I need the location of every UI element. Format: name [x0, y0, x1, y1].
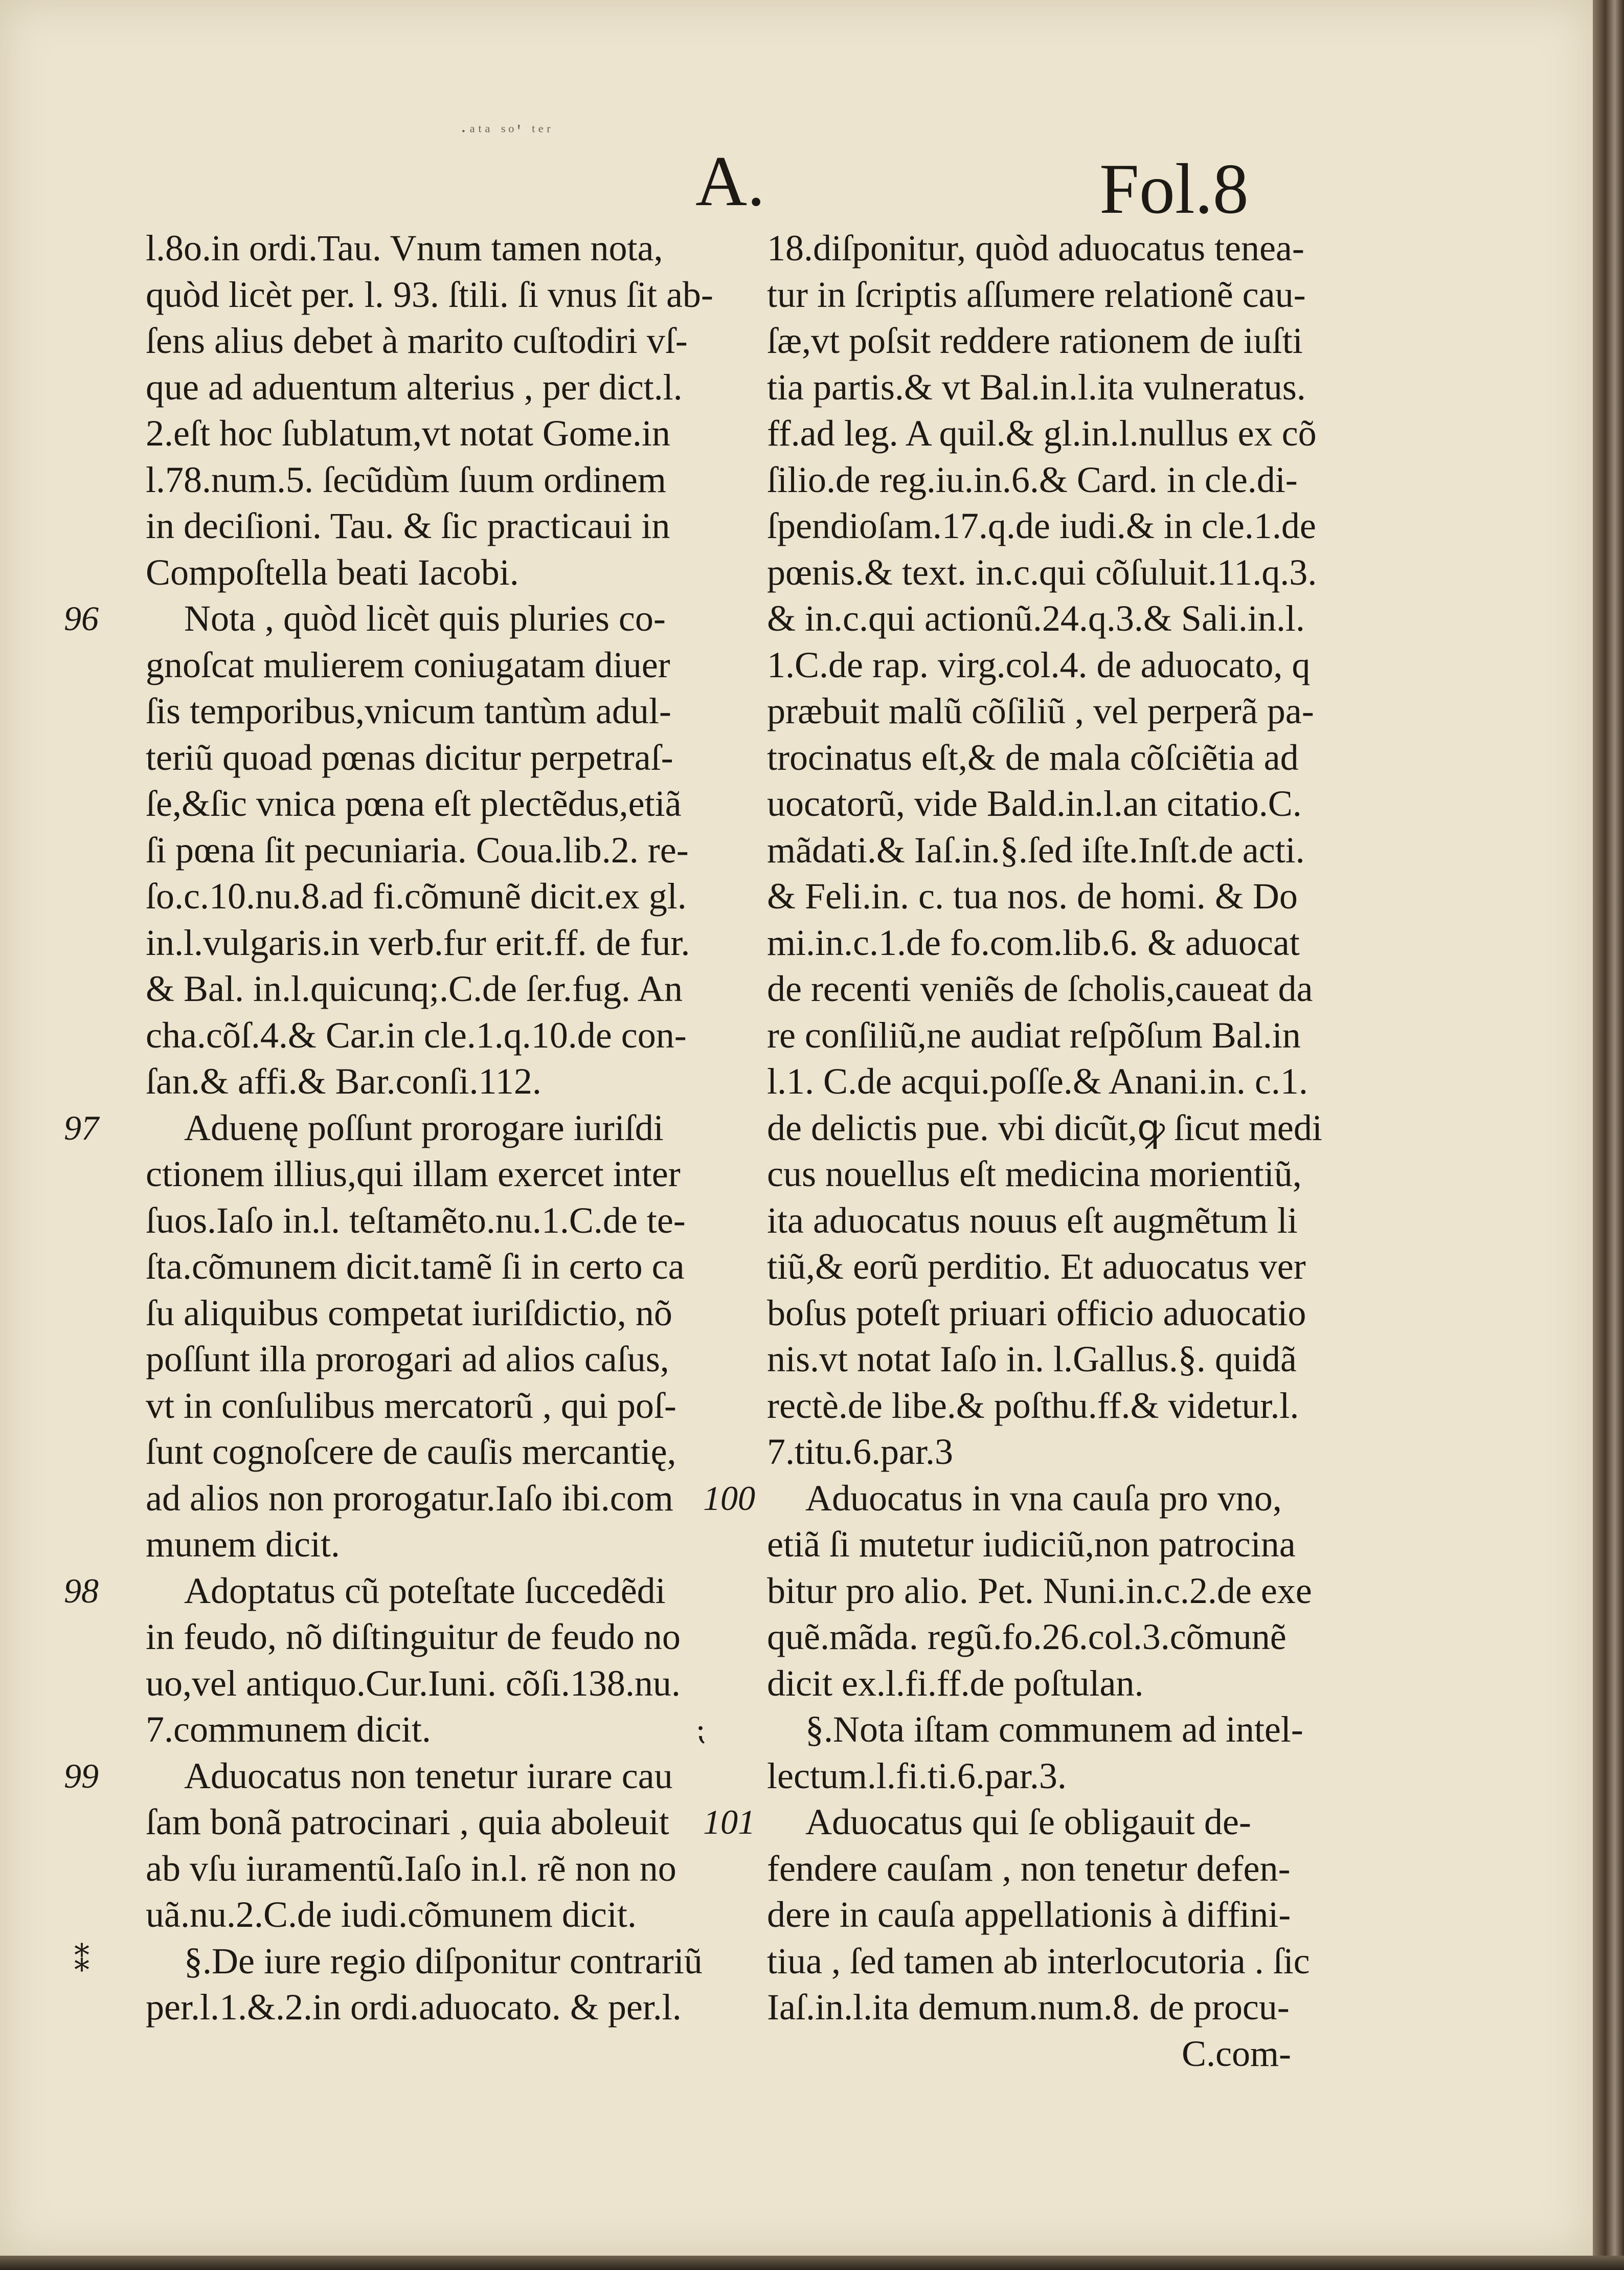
line-text: ſpendioſam.17.q.de iudi.& in cle.1.de — [767, 505, 1316, 546]
text-line — [767, 225, 1340, 272]
text-line — [64, 1105, 708, 1151]
line-text: 2.eſt hoc ſublatum,vt notat Gome.in — [146, 413, 670, 454]
line-text: Adoptatus cũ poteſtate ſuccedẽdi — [184, 1570, 666, 1611]
text-line — [146, 1706, 708, 1753]
line-text: bitur pro alio. Pet. Nuni.in.c.2.de exe — [767, 1570, 1312, 1611]
line-text: 18.diſponitur, quòd aduocatus tenea- — [767, 228, 1304, 269]
line-text: cus nouellus eſt medicina morientiũ, — [767, 1153, 1302, 1194]
text-line — [146, 1197, 708, 1244]
line-text: l.8o.in ordi.Tau. Vnum tamen nota, — [146, 228, 663, 269]
text-line — [767, 827, 1340, 874]
line-text: trocinatus eſt,& de mala cõſciẽtia ad — [767, 737, 1299, 778]
text-line — [695, 1706, 1340, 1753]
line-text: tiũ,& eorũ perditio. Et aduocatus ver — [767, 1246, 1306, 1287]
line-text: 7.communem dicit. — [146, 1709, 431, 1750]
line-text: præbuit malũ cõſiliũ , vel perperã pa- — [767, 691, 1314, 731]
line-text: gnoſcat mulierem coniugatam diuer — [146, 644, 670, 685]
text-line — [767, 272, 1340, 318]
line-text: ſunt cognoſcere de cauſis mercantię, — [146, 1431, 676, 1472]
text-line — [767, 1429, 1340, 1475]
line-text: cha.cõſ.4.& Car.in cle.1.q.10.de con- — [146, 1014, 687, 1056]
line-text: 7.titu.6.par.3 — [767, 1431, 953, 1472]
line-text: de delictis pue. vbi dicũt,ꝙ ſicut medi — [767, 1107, 1322, 1148]
line-text: & in.c.qui actionũ.24.q.3.& Sali.in.l. — [767, 598, 1305, 639]
line-text: ff.ad leg. A quil.& gl.in.l.nullus ex cõ — [767, 413, 1317, 454]
text-line — [767, 457, 1340, 503]
text-line — [767, 1660, 1340, 1707]
line-text: per.l.1.&.2.in ordi.aduocato. & per.l. — [146, 1987, 682, 2028]
line-text: Iaſ.in.l.ita demum.num.8. de procu- — [767, 1987, 1290, 2028]
text-line — [146, 781, 708, 827]
right-text-column — [695, 225, 1340, 2077]
line-text: ſilio.de reg.iu.in.6.& Card. in cle.di- — [767, 459, 1298, 500]
line-text: in.l.vulgaris.in verb.fur erit.ff. de fur. — [146, 922, 690, 963]
paragraph-number: 97 — [64, 1108, 99, 1147]
text-line — [767, 1984, 1340, 2031]
section-mark: ⁏ — [695, 1712, 706, 1746]
text-line — [146, 827, 708, 874]
text-line — [703, 1475, 1340, 1522]
text-line — [146, 410, 708, 457]
stray-ink-mark: ·ᵃᵗᵃ ˢᵒ' ᵗᵉʳ — [460, 121, 554, 142]
line-text: tia partis.& vt Bal.in.l.ita vulneratus. — [767, 366, 1306, 408]
text-line — [767, 1058, 1340, 1105]
line-text: uocatorũ, vide Bald.in.l.an citatio.C. — [767, 783, 1302, 824]
text-line — [146, 966, 708, 1012]
line-text: dere in cauſa appellationis à diffini- — [767, 1894, 1291, 1935]
text-line — [767, 1521, 1340, 1568]
text-line — [767, 1105, 1340, 1151]
line-text: ctionem illius,qui illam exercet inter — [146, 1153, 681, 1194]
text-line — [74, 1938, 708, 1985]
text-line — [767, 1336, 1340, 1383]
line-text: ſe,&ſic vnica pœna eſt plectẽdus,etiã — [146, 783, 682, 824]
line-text: ſan.& affi.& Bar.conſi.112. — [146, 1061, 542, 1102]
line-text: Aduocatus in vna cauſa pro vno, — [805, 1477, 1282, 1519]
catchword — [767, 2031, 1340, 2077]
text-line — [767, 503, 1340, 549]
text-line — [146, 225, 708, 272]
line-text: ſo.c.10.nu.8.ad fi.cõmunẽ dicit.ex gl. — [146, 876, 687, 917]
line-text: ſam bonã patrocinari , quia aboleuit — [146, 1801, 669, 1842]
line-text: vt in conſulibus mercatorũ , qui poſ- — [146, 1385, 676, 1426]
line-text: mãdati.& Iaſ.in.§.ſed iſte.Inſt.de acti. — [767, 829, 1305, 871]
line-text: uã.nu.2.C.de iudi.cõmunem dicit. — [146, 1894, 637, 1935]
text-line — [146, 1383, 708, 1429]
text-line — [146, 1058, 708, 1105]
text-line — [146, 873, 708, 920]
text-line — [767, 1845, 1340, 1892]
paragraph-number: 96 — [64, 599, 99, 638]
line-text: boſus poteſt priuari officio aduocatio — [767, 1292, 1306, 1333]
text-line — [146, 1290, 708, 1337]
line-text: ſens alius debet à marito cuſtodiri vſ- — [146, 320, 688, 361]
line-text: pœnis.& text. in.c.qui cõſuluit.11.q.3. — [767, 551, 1317, 593]
line-text: quòd licèt per. l. 93. ſtili. ſi vnus ſit ab- — [146, 274, 713, 315]
line-text: munem dicit. — [146, 1524, 340, 1565]
line-text: ſis temporibus,vnicum tantùm adul- — [146, 691, 671, 731]
text-line — [767, 595, 1340, 642]
text-line — [146, 1429, 708, 1475]
text-line — [767, 364, 1340, 411]
line-text: ad alios non prorogatur.Iaſo ibi.com — [146, 1477, 673, 1519]
line-text: ſuos.Iaſo in.l. teſtamẽto.nu.1.C.de te- — [146, 1199, 686, 1241]
text-line — [767, 920, 1340, 966]
text-line — [146, 503, 708, 549]
text-line — [767, 1938, 1340, 1985]
section-mark: ⁑ — [74, 1944, 89, 1978]
running-header-letter: A. — [695, 142, 765, 221]
text-line — [146, 1799, 708, 1845]
line-text: ita aduocatus nouus eſt augmẽtum li — [767, 1199, 1298, 1241]
line-text: de recenti veniẽs de ſcholis,caueat da — [767, 968, 1313, 1009]
line-text: §.Nota iſtam communem ad intel- — [805, 1709, 1303, 1750]
paragraph-number: 100 — [703, 1478, 755, 1518]
text-line — [146, 735, 708, 781]
text-line — [146, 920, 708, 966]
left-text-column — [64, 225, 713, 2031]
text-line — [703, 1799, 1340, 1845]
line-text: ab vſu iuramentũ.Iaſo in.l. rẽ non no — [146, 1848, 676, 1889]
text-line — [64, 1568, 708, 1614]
line-text: tiua , ſed tamen ab interlocutoria . ſic — [767, 1940, 1310, 1982]
line-text: tur in ſcriptis aſſumere relationẽ cau- — [767, 274, 1306, 315]
text-line — [64, 595, 708, 642]
text-line — [767, 318, 1340, 364]
line-text: rectè.de libe.& poſthu.ff.& videtur.l. — [767, 1385, 1299, 1426]
line-text: & Bal. in.l.quicunq;.C.de ſer.fug. An — [146, 968, 683, 1009]
folio-number: Fol.8 — [1099, 149, 1249, 229]
line-text: Aduocatus non tenetur iurare cau — [184, 1755, 673, 1796]
line-text: Nota , quòd licèt quis pluries co- — [184, 598, 666, 639]
text-line — [767, 1012, 1340, 1059]
line-text: que ad aduentum alterius , per dict.l. — [146, 366, 683, 408]
text-line — [146, 272, 713, 318]
line-text: in deciſioni. Tau. & ſic practicaui in — [146, 505, 670, 546]
line-text: C.com- — [1182, 2033, 1291, 2074]
text-line — [767, 966, 1340, 1012]
line-text: dicit ex.l.fi.ff.de poſtulan. — [767, 1662, 1144, 1704]
line-text: ſta.cõmunem dicit.tamẽ ſi in certo ca — [146, 1246, 685, 1287]
text-line — [146, 1891, 708, 1938]
text-line — [767, 1568, 1340, 1614]
line-text: quẽ.mãda. regũ.fo.26.col.3.cõmunẽ — [767, 1616, 1287, 1657]
text-line — [767, 549, 1340, 596]
text-line — [767, 1243, 1340, 1290]
line-text: uo,vel antiquo.Cur.Iuni. cõſi.138.nu. — [146, 1662, 681, 1704]
text-line — [767, 1753, 1340, 1799]
line-text: ſu aliquibus competat iuriſdictio, nõ — [146, 1292, 672, 1333]
text-line — [767, 688, 1340, 735]
text-line — [146, 1475, 708, 1522]
line-text: nis.vt notat Iaſo in. l.Gallus.§. quidã — [767, 1339, 1297, 1379]
line-text: §.De iure regio diſponitur contrariũ — [184, 1940, 703, 1982]
text-line — [64, 1753, 708, 1799]
text-line — [767, 1891, 1340, 1938]
line-text: Compoſtella beati Iacobi. — [146, 551, 519, 593]
text-line — [146, 1521, 708, 1568]
line-text: in feudo, nõ diſtinguitur de feudo no — [146, 1616, 681, 1657]
line-text: ſæ,vt poſsit reddere rationem de iuſti — [767, 320, 1303, 361]
paragraph-number: 98 — [64, 1571, 99, 1610]
text-line — [767, 1151, 1340, 1197]
text-line — [146, 1012, 708, 1059]
text-line — [146, 1243, 708, 1290]
text-line — [146, 1845, 708, 1892]
text-line — [767, 873, 1340, 920]
line-text: mi.in.c.1.de fo.com.lib.6. & aduocat — [767, 922, 1300, 963]
text-line — [767, 410, 1340, 457]
text-line — [767, 735, 1340, 781]
text-line — [146, 1614, 708, 1660]
page-edge — [1593, 0, 1624, 2270]
text-line — [146, 457, 708, 503]
line-text: l.1. C.de acqui.poſſe.& Anani.in. c.1. — [767, 1061, 1308, 1102]
text-line — [146, 642, 708, 688]
text-line — [146, 1660, 708, 1707]
line-text: etiã ſi mutetur iudiciũ,non patrocina — [767, 1524, 1296, 1565]
line-text: re conſiliũ,ne audiat reſpõſum Bal.in — [767, 1014, 1301, 1056]
text-line — [146, 549, 708, 596]
text-line — [767, 1197, 1340, 1244]
line-text: & Feli.in. c. tua nos. de homi. & Do — [767, 876, 1298, 917]
line-text: 1.C.de rap. virg.col.4. de aduocato, q — [767, 644, 1311, 685]
text-line — [767, 1614, 1340, 1660]
text-line — [146, 1984, 708, 2031]
text-line — [146, 1151, 708, 1197]
text-line — [767, 1290, 1340, 1337]
line-text: teriũ quoad pœnas dicitur perpetraſ- — [146, 737, 673, 778]
line-text: Aduocatus qui ſe obligauit de- — [805, 1801, 1251, 1842]
line-text: ſi pœna ſit pecuniaria. Coua.lib.2. re- — [146, 829, 689, 871]
text-line — [146, 688, 708, 735]
text-line — [146, 1336, 708, 1383]
line-text: l.78.num.5. ſecũdùm ſuum ordinem — [146, 459, 666, 500]
text-line — [767, 642, 1340, 688]
paragraph-number: 99 — [64, 1756, 99, 1795]
line-text: poſſunt illa prorogari ad alios caſus, — [146, 1339, 669, 1379]
paragraph-number: 101 — [703, 1802, 755, 1841]
page-bottom-edge — [0, 2256, 1624, 2270]
line-text: lectum.l.fi.ti.6.par.3. — [767, 1755, 1067, 1796]
text-line — [146, 364, 708, 411]
line-text: fendere cauſam , non tenetur defen- — [767, 1848, 1291, 1889]
text-line — [146, 318, 708, 364]
text-line — [767, 1383, 1340, 1429]
text-line — [767, 781, 1340, 827]
line-text: Aduenę poſſunt prorogare iuriſdi — [184, 1107, 664, 1148]
